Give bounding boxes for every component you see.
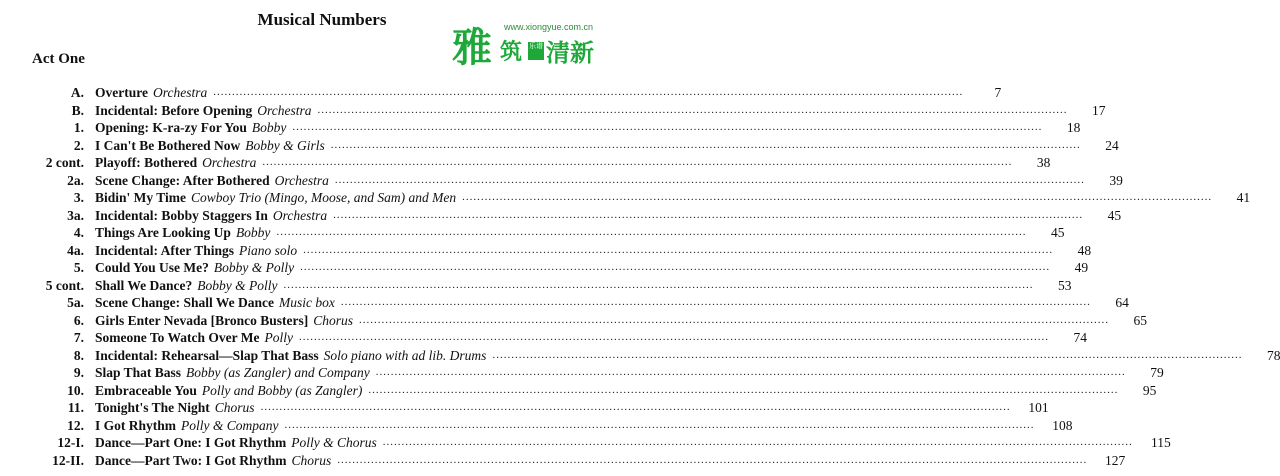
entry-body [95, 224, 1032, 242]
entry-page-number: 78 [1266, 347, 1280, 363]
entry-number: 3. [73, 190, 84, 205]
entry-number: A. [70, 85, 84, 100]
entry-number: 5 cont. [45, 277, 84, 293]
entry-page-number: 45 [1107, 207, 1122, 223]
entry-page-number: 65 [1133, 312, 1148, 328]
entry-number: 12-II. [52, 452, 84, 468]
contents-entry [28, 207, 1122, 225]
contents-entry [28, 189, 1251, 207]
entry-body [95, 417, 1041, 435]
entry-performer: Bobby (as Zangler) and Company [186, 365, 370, 380]
contents-entry [28, 364, 1164, 382]
contents-entry [28, 329, 1087, 347]
entry-performer: Music box [279, 295, 335, 310]
entry-title: Incidental: Rehearsal—Slap That Bass [95, 347, 319, 363]
dot-leader: ........................................................................................................................................................................................................ [333, 208, 1084, 221]
contents-entry [28, 154, 1051, 172]
watermark-char-big: 雅 [452, 25, 492, 71]
dot-leader: ........................................................................................................................................................................................................ [300, 261, 1051, 273]
entry-body [95, 172, 1091, 190]
dot-leader: ........................................................................................................................................................................................................ [303, 243, 1054, 256]
entry-performer: Orchestra [257, 102, 312, 118]
entry-number: 9. [73, 365, 84, 380]
entry-title: Tonight's The Night [95, 400, 210, 415]
entry-page-number: 95 [1142, 382, 1157, 398]
entry-body [95, 329, 1055, 347]
entry-body [95, 207, 1089, 225]
entry-number: 3a. [67, 207, 84, 223]
contents-entry [28, 399, 1049, 417]
entry-page-number: 7 [994, 85, 1002, 100]
entry-page-number: 39 [1109, 172, 1123, 188]
entry-title: Playoff: Bothered [95, 155, 198, 170]
entry-page-number: 18 [1066, 120, 1081, 135]
entry-page-number: 127 [1105, 452, 1126, 468]
entry-body [95, 294, 1097, 312]
entry-body [95, 259, 1056, 277]
entry-title: Bidin' My Time [95, 190, 187, 205]
entry-number: 10. [67, 382, 84, 398]
dot-leader: ........................................................................................................................................................................................................ [337, 453, 1088, 466]
entry-title: Shall We Dance? [95, 277, 193, 293]
entry-page-number: 41 [1236, 190, 1251, 205]
dot-leader: ........................................................................................................................................................................................................ [299, 331, 1049, 343]
entry-performer: Bobby [251, 120, 287, 135]
entry-number: 5a. [67, 295, 84, 310]
dot-leader: ........................................................................................................................................................................................................ [276, 226, 1027, 238]
entry-body [95, 242, 1059, 260]
entry-title: Girls Enter Nevada [Bronco Busters] [95, 312, 309, 328]
entry-body [95, 399, 1017, 417]
dot-leader: ........................................................................................................................................................................................................ [368, 383, 1119, 396]
watermark-chars-right: 清新 [546, 39, 594, 67]
dot-leader: ........................................................................................................................................................................................................ [260, 401, 1011, 413]
entry-page-number: 79 [1150, 365, 1164, 380]
page-title: Musical Numbers [257, 10, 387, 29]
entry-title: Opening: K-ra-zy For You [95, 120, 247, 135]
section-heading: Act One [32, 51, 85, 67]
entry-number: 6. [73, 312, 84, 328]
entry-body [95, 434, 1139, 452]
entry-performer: Cowboy Trio (Mingo, Moose, and Sam) and Men [191, 190, 457, 205]
dot-leader: ........................................................................................................................................................................................................ [262, 156, 1013, 168]
entry-body [95, 452, 1093, 470]
contents-entry [28, 434, 1171, 452]
entry-page-number: 101 [1028, 400, 1049, 415]
entry-number: 11. [67, 400, 84, 415]
entry-title: Someone To Watch Over Me [95, 330, 260, 345]
dot-leader: ........................................................................................................................................................................................................ [382, 436, 1133, 448]
dot-leader: ........................................................................................................................................................................................................ [292, 121, 1043, 133]
entry-performer: Orchestra [272, 207, 328, 223]
dot-leader: ........................................................................................................................................................................................................ [492, 348, 1243, 361]
entry-page-number: 53 [1058, 277, 1072, 293]
dot-leader: ........................................................................................................................................................................................................ [359, 313, 1110, 326]
contents-entry [28, 137, 1119, 155]
entry-performer: Chorus [313, 312, 354, 328]
entry-number: 7. [73, 330, 84, 345]
entry-number: 2. [73, 137, 84, 153]
contents-entry [28, 224, 1065, 242]
entry-page-number: 108 [1052, 417, 1073, 433]
entry-body [95, 277, 1040, 295]
dot-leader: ........................................................................................................................................................................................................ [375, 366, 1126, 378]
entry-performer: Orchestra [274, 172, 329, 188]
entry-number: 2a. [67, 172, 84, 188]
entry-number: 5. [73, 260, 84, 275]
entry-title: Scene Change: Shall We Dance [95, 295, 275, 310]
entry-performer: Solo piano with ad lib. Drums [323, 347, 487, 363]
contents-list [28, 84, 1280, 469]
entry-performer: Orchestra [152, 85, 208, 100]
entry-body [95, 347, 1248, 365]
entry-page-number: 49 [1074, 260, 1089, 275]
entry-body [95, 119, 1048, 137]
dot-leader: ........................................................................................................................................................................................................ [334, 173, 1085, 186]
entry-performer: Bobby & Polly [213, 260, 295, 275]
entry-performer: Polly and Bobby (as Zangler) [201, 382, 363, 398]
entry-title: Scene Change: After Bothered [95, 172, 270, 188]
contents-entry [28, 312, 1148, 330]
entry-page-number: 115 [1151, 435, 1171, 450]
entry-title: Incidental: After Things [95, 242, 235, 258]
entry-performer: Polly & Company [181, 417, 279, 433]
entry-title: Overture [95, 85, 148, 100]
entry-number: 12. [67, 417, 84, 433]
contents-entry [28, 259, 1089, 277]
watermark-seal: 乐谱 [528, 42, 544, 60]
entry-page-number: 64 [1115, 295, 1129, 310]
contents-entry [28, 347, 1280, 365]
entry-body [95, 154, 1018, 172]
entry-page-number: 74 [1073, 330, 1087, 345]
contents-entry [28, 242, 1092, 260]
entry-title: Incidental: Bobby Staggers In [95, 207, 268, 223]
entry-page-number: 48 [1077, 242, 1092, 258]
entry-title: I Got Rhythm [95, 417, 177, 433]
contents-entry [28, 84, 1002, 102]
entry-number: 12-I. [57, 435, 84, 450]
entry-body [95, 102, 1074, 120]
contents-entry [28, 277, 1072, 295]
entry-body [95, 312, 1115, 330]
entry-performer: Polly [264, 330, 293, 345]
entry-number: 8. [73, 347, 84, 363]
entry-title: Could You Use Me? [95, 260, 209, 275]
watermark-url: www.xiongyue.com.cn [504, 22, 594, 32]
dot-leader: ........................................................................................................................................................................................................ [317, 103, 1068, 116]
entry-body [95, 189, 1218, 207]
entry-body [95, 137, 1087, 155]
dot-leader: ........................................................................................................................................................................................................ [330, 138, 1081, 151]
contents-entry [28, 417, 1073, 435]
entry-title: Dance—Part Two: I Got Rhythm [95, 452, 287, 468]
contents-entry [28, 382, 1157, 400]
dot-leader: ........................................................................................................................................................................................................ [213, 86, 964, 98]
entry-title: Slap That Bass [95, 365, 182, 380]
entry-title: Embraceable You [95, 382, 197, 398]
entry-performer: Bobby [235, 225, 271, 240]
entry-body [95, 364, 1132, 382]
entry-number: 2 cont. [45, 155, 84, 170]
entry-title: Incidental: Before Opening [95, 102, 253, 118]
entry-number: 1. [73, 120, 84, 135]
watermark-logo [452, 22, 632, 78]
watermark-char-mid: 筑 [500, 40, 523, 65]
entry-title: Dance—Part One: I Got Rhythm [95, 435, 287, 450]
entry-performer: Chorus [291, 452, 332, 468]
entry-page-number: 17 [1092, 102, 1106, 118]
entry-performer: Bobby & Polly [197, 277, 278, 293]
entry-page-number: 38 [1036, 155, 1051, 170]
entry-number: 4. [73, 225, 84, 240]
dot-leader: ........................................................................................................................................................................................................ [284, 418, 1035, 431]
entry-performer: Bobby & Girls [245, 137, 325, 153]
contents-entry [28, 172, 1123, 190]
entry-number: B. [71, 102, 84, 118]
contents-entry [28, 452, 1126, 470]
entry-title: Things Are Looking Up [95, 225, 231, 240]
entry-performer: Polly & Chorus [291, 435, 377, 450]
dot-leader: ........................................................................................................................................................................................................ [462, 191, 1213, 203]
entry-performer: Orchestra [202, 155, 257, 170]
contents-entry [28, 102, 1106, 120]
entry-performer: Piano solo [239, 242, 298, 258]
entry-page-number: 45 [1050, 225, 1065, 240]
entry-page-number: 24 [1105, 137, 1119, 153]
contents-entry [28, 294, 1129, 312]
entry-body [95, 84, 969, 102]
dot-leader: ........................................................................................................................................................................................................ [283, 278, 1034, 291]
contents-entry [28, 119, 1081, 137]
entry-number: 4a. [67, 242, 84, 258]
entry-body [95, 382, 1124, 400]
entry-title: I Can't Be Bothered Now [95, 137, 241, 153]
dot-leader: ........................................................................................................................................................................................................ [340, 296, 1091, 308]
entry-performer: Chorus [214, 400, 255, 415]
